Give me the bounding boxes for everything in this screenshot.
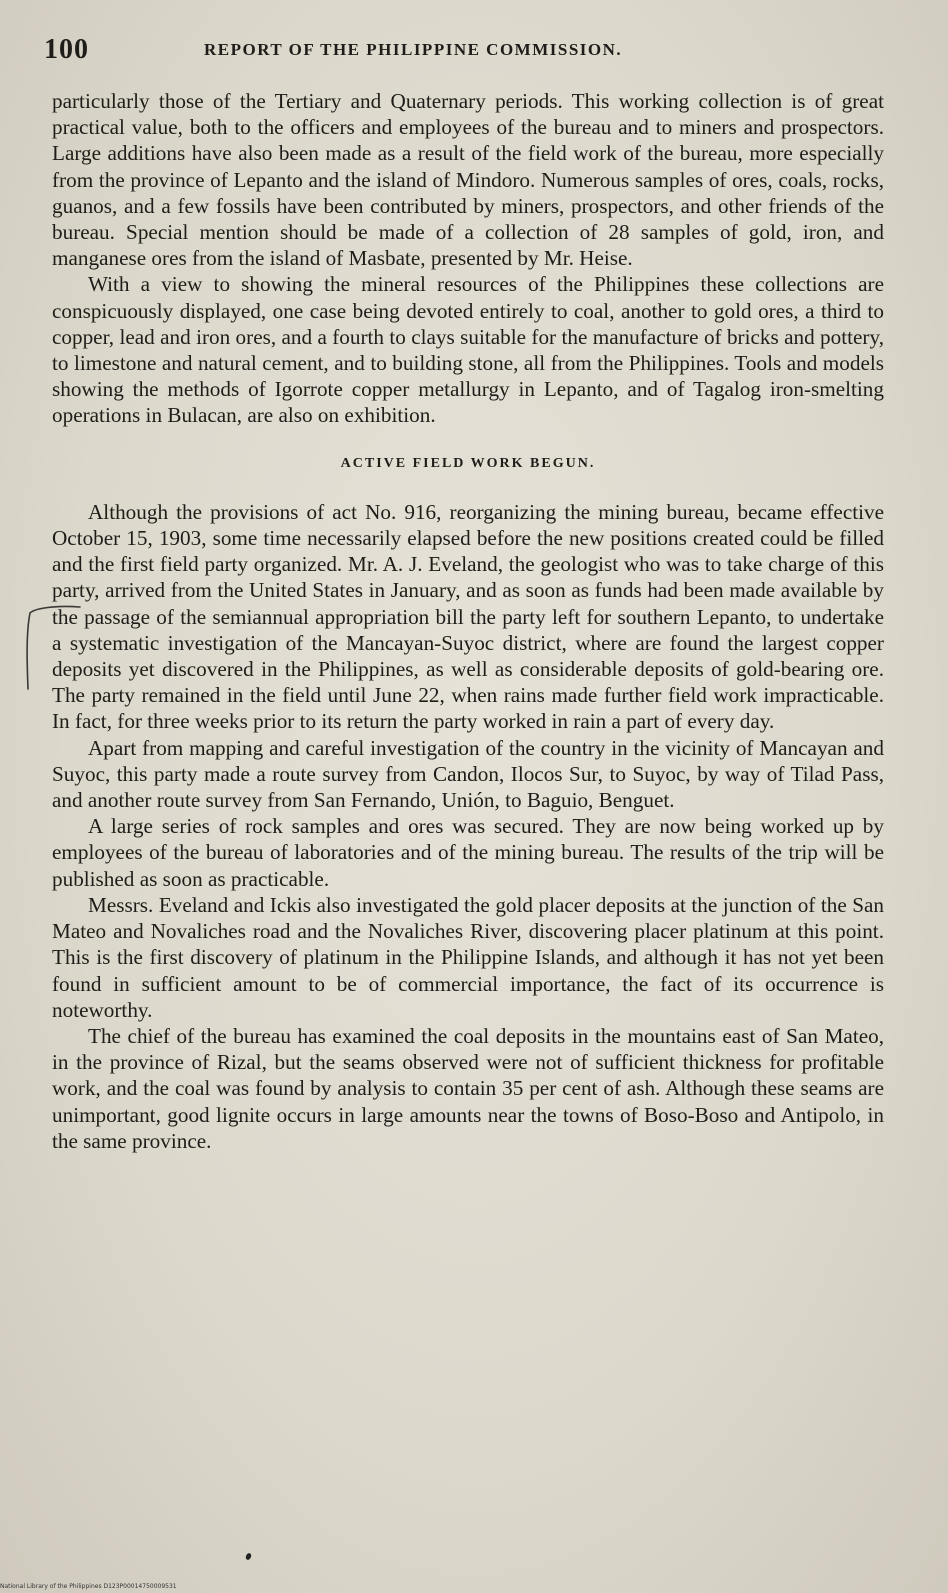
ink-speck [245,1552,252,1560]
scan-footer: National Library of the Philippines D123P00014750009531 [0,1583,177,1590]
paragraph: Although the provisions of act No. 916, reorganizing the mining bureau, became effective October 15, 1903, some time necessarily elapsed before the new positions created could be filled and the first field party organized. Mr. A. J. Eveland, the geologist who was to take charge of this party, arrived from the United States in January, and as soon as funds had been made available by the passage of the semiannual appropriation bill the party left for southern Lepanto, to undertake a systematic investigation of the Mancayan-Suyoc district, where are found the largest copper deposits yet discovered in the Philippines, as well as considerable deposits of gold-bearing ore. The party remained in the field until June 22, when rains made further field work impracticable. In fact, for three weeks prior to its return the party worked in rain a part of every day. [52,499,884,734]
section-heading: ACTIVE FIELD WORK BEGUN. [340,455,596,471]
page-number: 100 [44,34,89,65]
page-header [44,34,904,74]
paragraph: Messrs. Eveland and Ickis also investigated the gold placer deposits at the junction of the San Mateo and Novaliches road and the Novaliches River, discovering placer platinum at this point. This is the first discovery of platinum in the Philippine Islands, and although it has not yet been found in sufficient amount to be of commercial importance, the fact of its occurrence is noteworthy. [52,892,884,1022]
body-text [52,88,884,1154]
paragraph-continued: particularly those of the Tertiary and Quaternary periods. This working collection is of great practical value, both to the officers and employees of the bureau and to miners and prospectors. Large additions have also been made as a result of the field work of the bureau, more especially from the province of Lepanto and the island of Mindoro. Numerous samples of ores, coals, rocks, guanos, and a few fossils have been contributed by miners, prospectors, and other friends of the bureau. Special mention should be made of a collection of 28 samples of gold, iron, and manganese ores from the island of Masbate, presented by Mr. Heise. [52,89,884,271]
paragraph: Apart from mapping and careful investigation of the country in the vicinity of Mancayan and Suyoc, this party made a route survey from Candon, Ilocos Sur, to Suyoc, by way of Tilad Pass, and another route survey from San Fernando, Unión, to Baguio, Benguet. [52,735,884,813]
paragraph: The chief of the bureau has examined the coal deposits in the mountains east of San Mateo, in the province of Rizal, but the seams observed were not of sufficient thickness for profitable work, and the coal was found by analysis to contain 35 per cent of ash. Although these seams are unimportant, good lignite occurs in large amounts near the towns of Boso-Boso and Antipolo, in the same province. [52,1023,884,1153]
running-title: REPORT OF THE PHILIPPINE COMMISSION. [204,40,623,59]
paragraph: A large series of rock samples and ores was secured. They are now being worked up by employees of the bureau of laboratories and of the mining bureau. The results of the trip will be published as soon as practicable. [52,814,884,891]
paragraph: With a view to showing the mineral resources of the Philippines these collections are conspicuously displayed, one case being devoted entirely to coal, another to gold ores, a third to copper, lead and iron ores, and a fourth to clays suitable for the manufacture of bricks and pottery, to limestone and natural cement, and to building stone, all from the Philippines. Tools and models showing the methods of Igorrote copper metallurgy in Lepanto, and of Tagalog iron-smelting operations in Bulacan, are also on exhibition. [52,272,884,428]
